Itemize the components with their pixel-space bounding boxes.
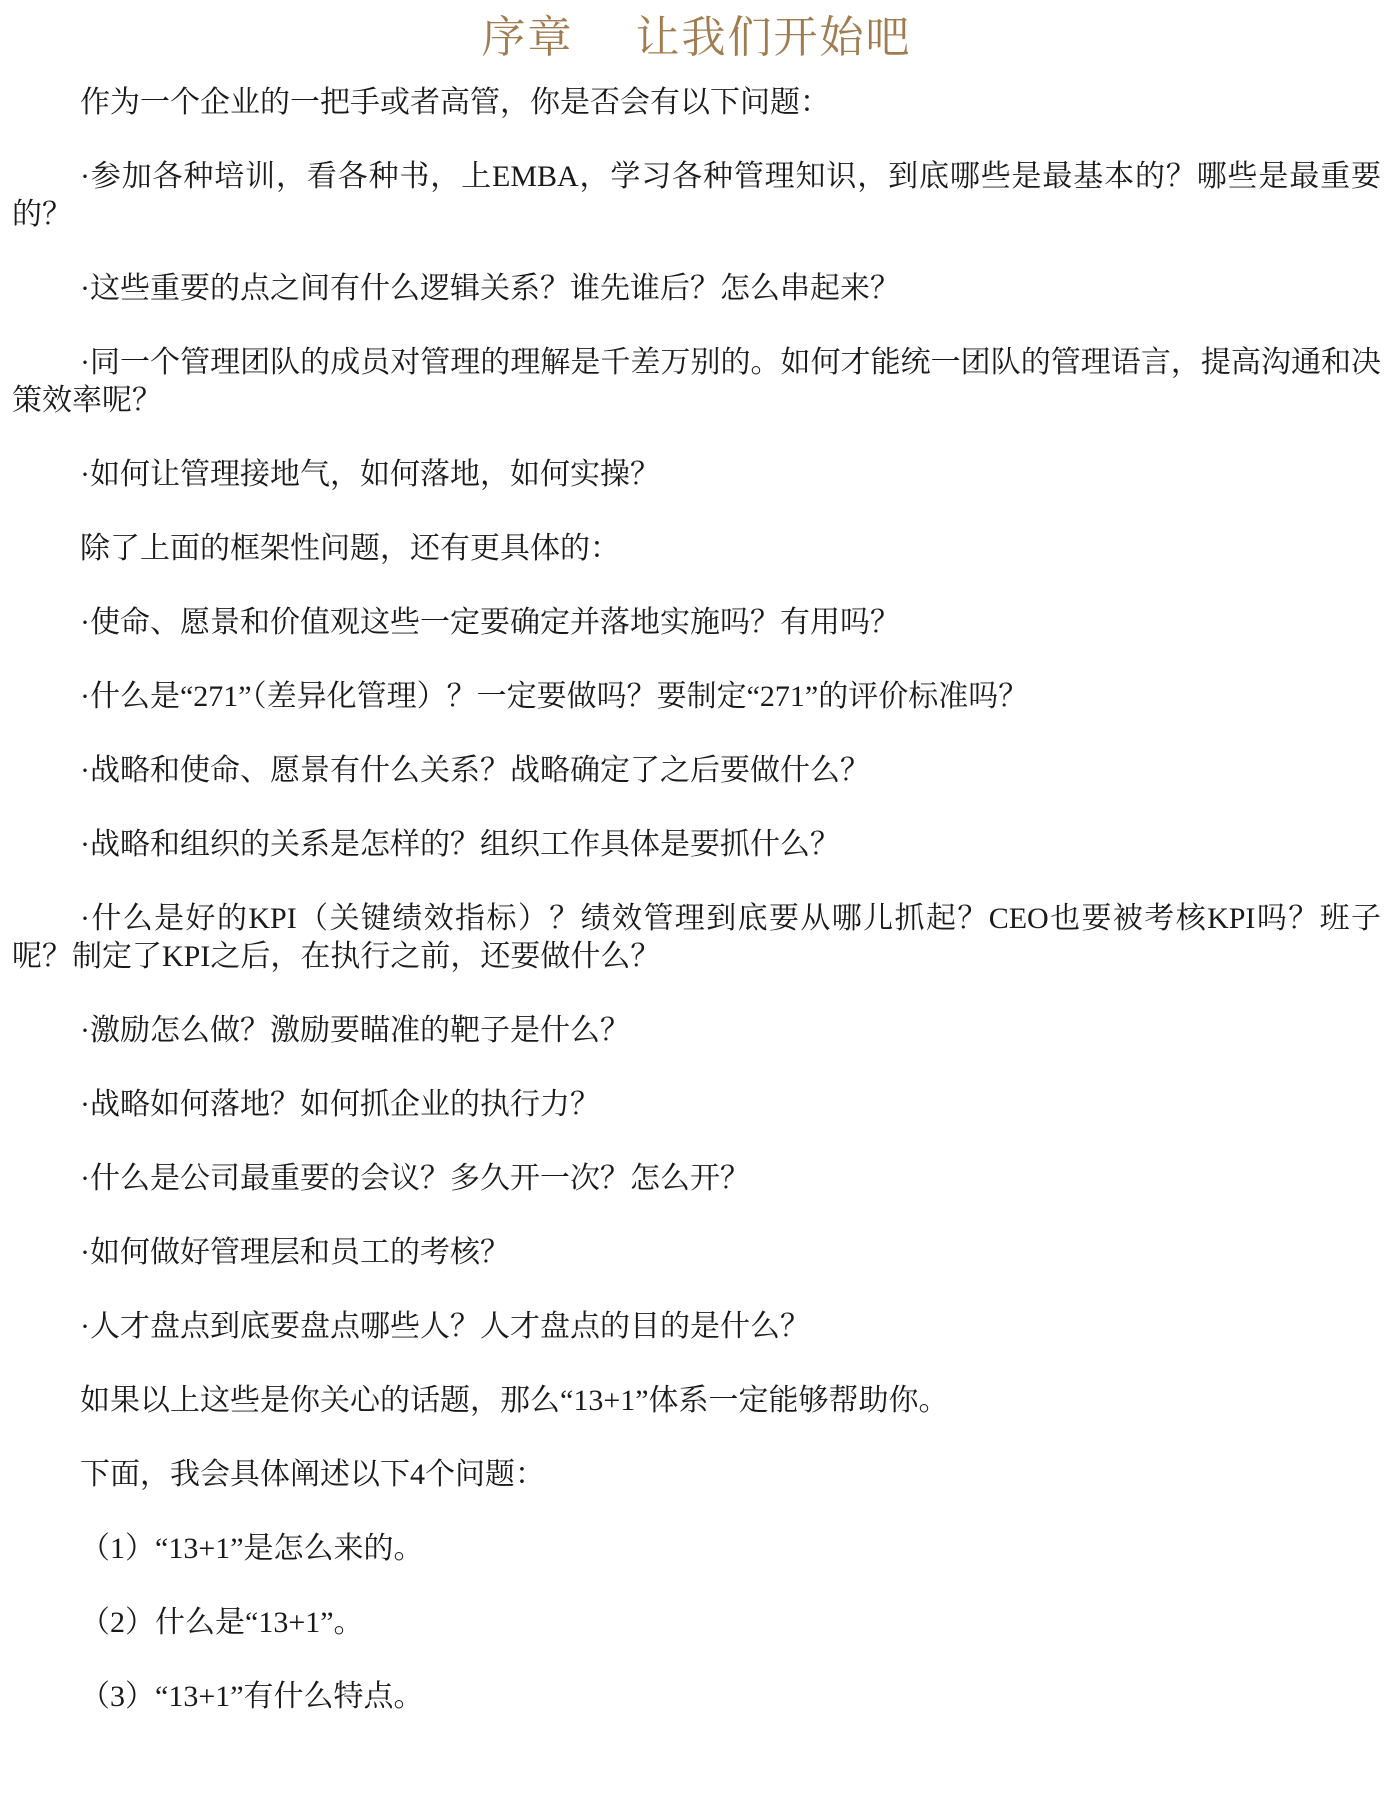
summary-paragraph: 如果以上这些是你关心的话题，那么“13+1”体系一定能够帮助你。 [80,1384,949,1417]
question-item: ·什么是公司最重要的会议？多久开一次？怎么开？ [80,1162,750,1195]
outline-item: （2）什么是“13+1”。 [80,1606,364,1639]
question-item: ·这些重要的点之间有什么逻辑关系？谁先谁后？怎么串起来？ [80,272,900,305]
question-item: ·激励怎么做？激励要瞄准的靶子是什么？ [80,1014,630,1047]
question-item: ·战略和组织的关系是怎样的？组织工作具体是要抓什么？ [80,828,840,861]
question-item: ·战略如何落地？如何抓企业的执行力？ [80,1088,600,1121]
question-item: ·人才盘点到底要盘点哪些人？人才盘点的目的是什么？ [80,1310,810,1343]
question-item: ·同一个管理团队的成员对管理的理解是千差万别的。如何才能统一团队的管理语言，提高沟通和决策效率呢？ [12,346,1381,417]
intro-paragraph: 作为一个企业的一把手或者高管，你是否会有以下问题： [80,86,830,119]
chapter-title: 序章 让我们开始吧 [481,12,912,63]
question-item: ·如何让管理接地气，如何落地，如何实操？ [80,458,660,491]
transition-paragraph: 除了上面的框架性问题，还有更具体的： [80,532,620,565]
question-item: ·如何做好管理层和员工的考核？ [80,1236,510,1269]
question-item: ·参加各种培训，看各种书，上EMBA，学习各种管理知识，到底哪些是最基本的？哪些是最重要的？ [12,160,1381,231]
outline-item: （1）“13+1”是怎么来的。 [80,1532,424,1565]
question-item: ·什么是好的KPI（关键绩效指标）？绩效管理到底要从哪儿抓起？CEO也要被考核KPI吗？班子呢？制定了KPI之后，在执行之前，还要做什么？ [12,902,1381,973]
question-item: ·战略和使命、愿景有什么关系？战略确定了之后要做什么？ [80,754,870,787]
outline-intro: 下面，我会具体阐述以下4个问题： [80,1458,545,1491]
outline-item: （3）“13+1”有什么特点。 [80,1680,424,1713]
question-item: ·什么是“271”（差异化管理）？一定要做吗？要制定“271”的评价标准吗？ [80,680,1029,713]
question-item: ·使命、愿景和价值观这些一定要确定并落地实施吗？有用吗？ [80,606,900,639]
